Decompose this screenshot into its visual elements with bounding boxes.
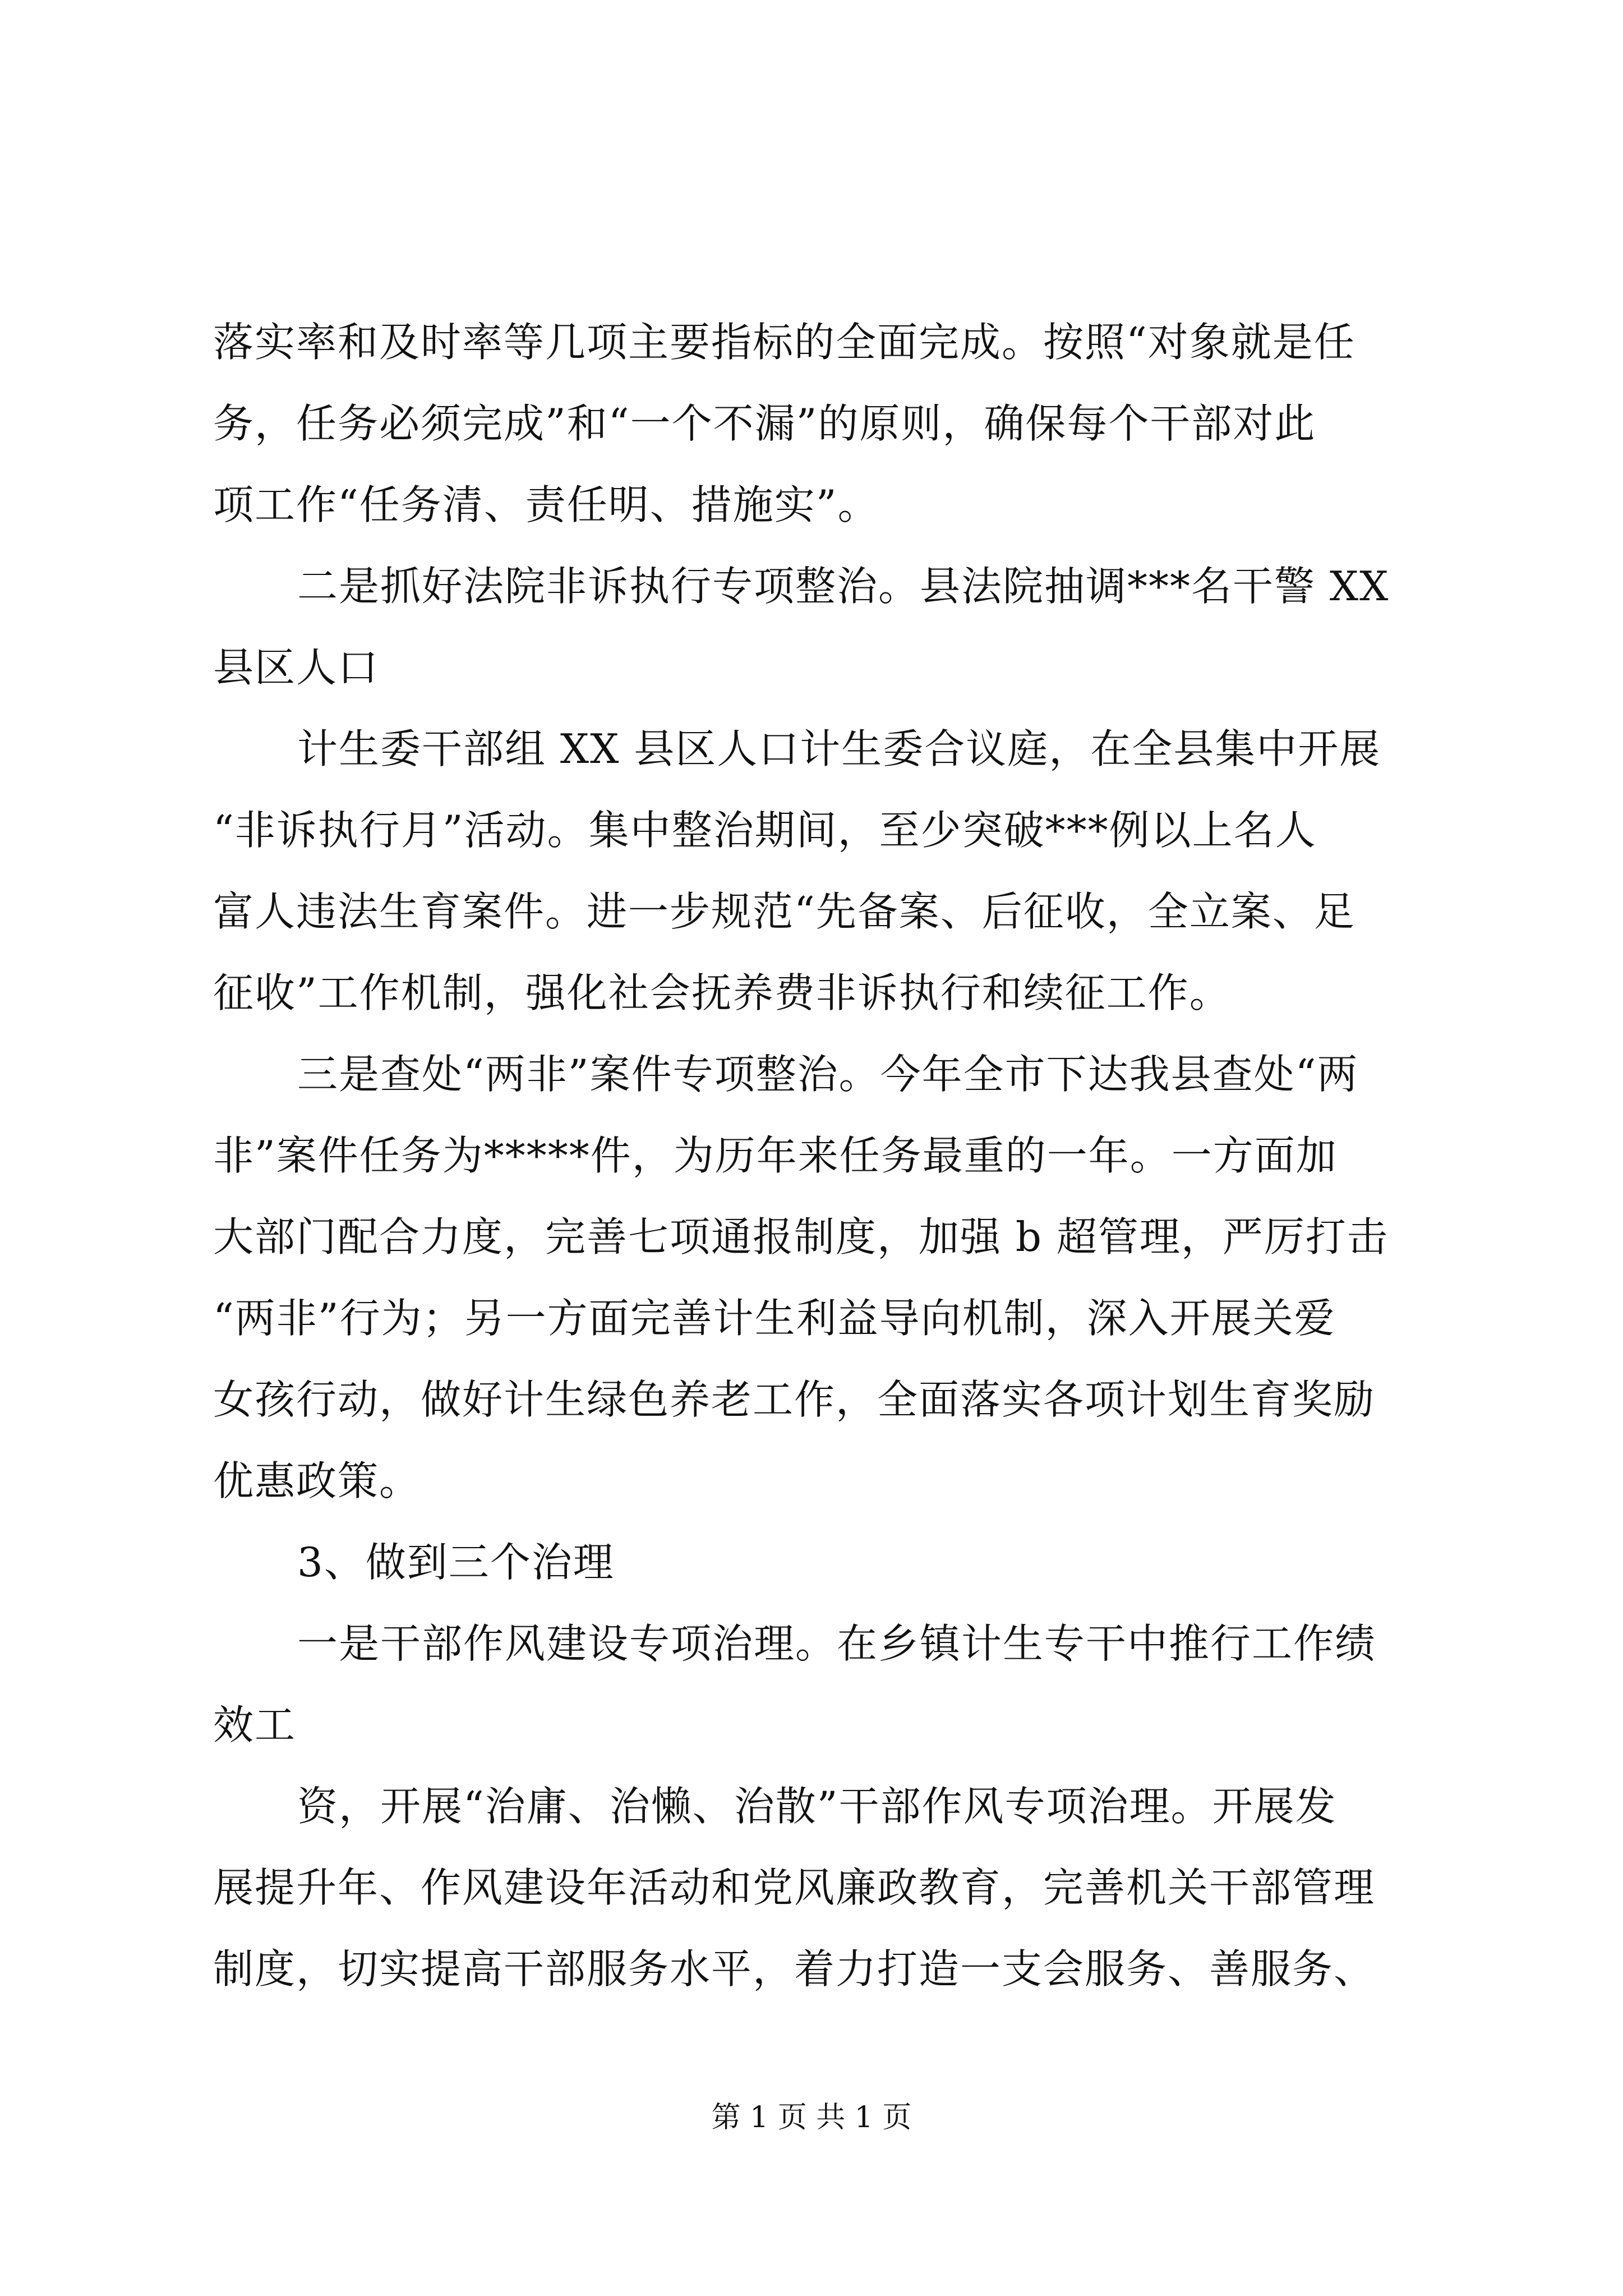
text-line: 制度，切实提高干部服务水平，着力打造一支会服务、善服务、 [213, 1945, 1376, 1993]
text-line: 计生委干部组 XX 县区人口计生委合议庭，在全县集中开展 [297, 725, 1381, 772]
text-line: 资，开展“治庸、治懒、治散”干部作风专项治理。开展发 [297, 1783, 1337, 1830]
page-number-footer: 第 1 页 共 1 页 [711, 2101, 912, 2134]
text-line: 非”案件任务为*****件，为历年来任务最重的一年。一方面加 [213, 1132, 1338, 1179]
text-line: 优惠政策。 [213, 1457, 421, 1504]
text-line: 征收”工作机制，强化社会抚养费非诉执行和续征工作。 [213, 969, 1231, 1016]
text-line: 务，任务必须完成”和“一个不漏”的原则，确保每个干部对此 [213, 400, 1316, 447]
text-line: 展提升年、作风建设年活动和党风廉政教育，完善机关干部管理 [213, 1864, 1376, 1911]
text-line: 县区人口 [213, 644, 380, 691]
text-line: 二是抓好法院非诉执行专项整治。县法院抽调***名干警 XX [297, 563, 1390, 610]
text-line: 大部门配合力度，完善七项通报制度，加强 b 超管理，严厉打击 [213, 1213, 1389, 1260]
text-line: 效工 [213, 1701, 297, 1749]
text-line: “两非”行为；另一方面完善计生利益导向机制，深入开展关爱 [213, 1295, 1336, 1342]
text-line: “非诉执行月”活动。集中整治期间，至少突破***例以上名人 [213, 807, 1317, 854]
document-body [213, 302, 1413, 2010]
text-line: 落实率和及时率等几项主要指标的全面完成。按照“对象就是任 [213, 319, 1355, 366]
text-line: 一是干部作风建设专项治理。在乡镇计生专干中推行工作绩 [297, 1620, 1377, 1667]
text-line: 女孩行动，做好计生绿色养老工作，全面落实各项计划生育奖励 [213, 1376, 1376, 1423]
text-line: 三是查处“两非”案件专项整治。今年全市下达我县查处“两 [297, 1051, 1359, 1098]
text-line: 富人违法生育案件。进一步规范“先备案、后征收，全立案、足 [213, 888, 1355, 935]
section-heading: 3、做到三个治理 [297, 1539, 615, 1586]
text-line: 项工作“任务清、责任明、措施实”。 [213, 481, 879, 528]
